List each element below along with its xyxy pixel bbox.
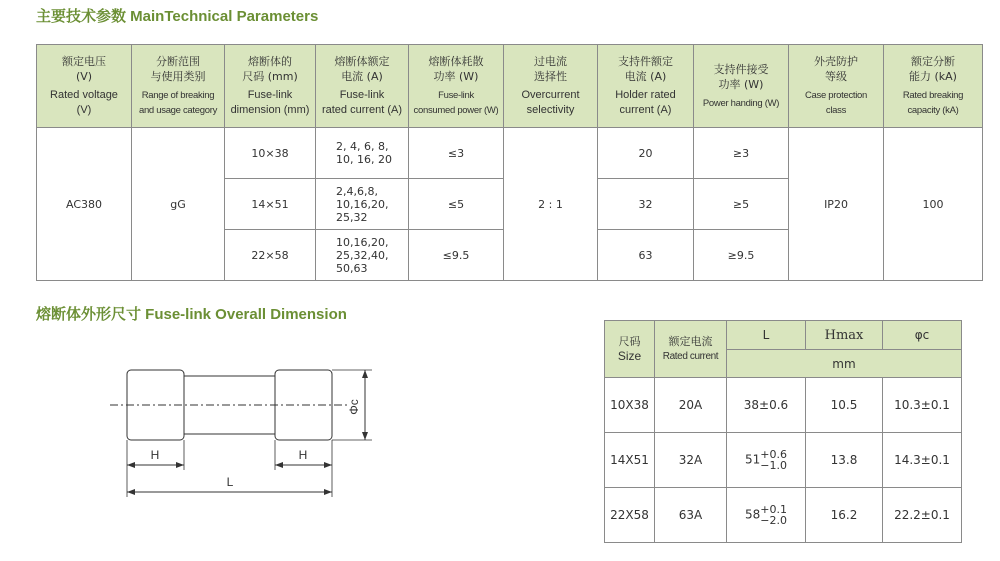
- header-cell: 额定电压 (V) Rated voltage (V): [37, 45, 132, 128]
- holder-current-cell: 32: [598, 179, 694, 230]
- hmax-cell: 16.2: [806, 488, 883, 543]
- phi-header-cell: φc: [883, 321, 962, 350]
- category-cell: gG: [132, 128, 225, 281]
- table-row: [605, 378, 962, 433]
- holder-power-cell: ≥3: [694, 128, 789, 179]
- arrow-head: [362, 370, 368, 378]
- power-cell: ≤5: [409, 179, 504, 230]
- header-cell: 熔断体额定 电流 (A) Fuse-link rated current (A): [316, 45, 409, 128]
- dim-header-row: [605, 321, 962, 350]
- l-cell: 38±0.6: [727, 378, 806, 433]
- header-cell: 额定分断 能力 (kA) Rated breaking capacity (kA): [884, 45, 983, 128]
- phi-cell: 22.2±0.1: [883, 488, 962, 543]
- size-cell: 10X38: [605, 378, 655, 433]
- l-tolerance: +0.1 −2.0: [760, 503, 787, 527]
- table-header-row: [37, 45, 983, 128]
- l-tolerance: +0.6 −1.0: [760, 448, 787, 472]
- holder-power-cell: ≥9.5: [694, 230, 789, 281]
- header-cell: 支持件接受 功率 (W) Power handing (W): [694, 45, 789, 128]
- arrow-head: [324, 462, 332, 468]
- protection-cell: IP20: [789, 128, 884, 281]
- arrow-head: [275, 462, 283, 468]
- phi-c-label: Φc: [347, 399, 361, 415]
- header-cell: 外壳防护 等级 Case protection class: [789, 45, 884, 128]
- arrow-head: [324, 489, 332, 495]
- l-cell: [727, 433, 806, 488]
- current-cell: 32A: [655, 433, 727, 488]
- fuse-link-drawing: [100, 355, 390, 505]
- arrow-head: [362, 432, 368, 440]
- l-cell: [727, 488, 806, 543]
- header-cell: 分断范围 与使用类别 Range of breaking and usage category: [132, 45, 225, 128]
- voltage-cell: AC380: [37, 128, 132, 281]
- header-cell: 熔断体的 尺码 (mm) Fuse-link dimension (mm): [225, 45, 316, 128]
- table-row: [37, 128, 983, 179]
- table-row: [605, 433, 962, 488]
- selectivity-cell: 2 : 1: [504, 128, 598, 281]
- h-left-label: H: [150, 448, 160, 462]
- h-right-label: H: [298, 448, 308, 462]
- arrow-head: [176, 462, 184, 468]
- holder-current-cell: 63: [598, 230, 694, 281]
- header-cell: 过电流 选择性 Overcurrent selectivity: [504, 45, 598, 128]
- dimension-cell: 14×51: [225, 179, 316, 230]
- power-cell: ≤3: [409, 128, 504, 179]
- main-parameters-title: 主要技术参数 MainTechnical Parameters: [36, 8, 319, 25]
- technical-parameters-table: [36, 44, 983, 281]
- power-cell: ≤9.5: [409, 230, 504, 281]
- size-cell: 14X51: [605, 433, 655, 488]
- current-header-cell: 额定电流 Rated current: [655, 321, 727, 378]
- dimension-cell: 10×38: [225, 128, 316, 179]
- dimension-cell: 22×58: [225, 230, 316, 281]
- hmax-cell: 13.8: [806, 433, 883, 488]
- table-row: [605, 488, 962, 543]
- hmax-header-cell: Hmax: [806, 321, 883, 350]
- breaking-capacity-cell: 100: [884, 128, 983, 281]
- dimension-table: [604, 320, 962, 543]
- hmax-cell: 10.5: [806, 378, 883, 433]
- current-cell: 2,4,6,8, 10,16,20, 25,32: [316, 179, 409, 230]
- l-header-cell: L: [727, 321, 806, 350]
- l-base-value: 58: [745, 507, 761, 522]
- current-cell: 63A: [655, 488, 727, 543]
- arrow-head: [127, 489, 135, 495]
- header-cell: 支持件额定 电流 (A) Holder rated current (A): [598, 45, 694, 128]
- l-base-value: 51: [745, 452, 761, 467]
- unit-cell: mm: [727, 350, 962, 378]
- arrow-head: [127, 462, 135, 468]
- holder-current-cell: 20: [598, 128, 694, 179]
- l-label: L: [226, 475, 234, 489]
- phi-cell: 14.3±0.1: [883, 433, 962, 488]
- current-cell: 2, 4, 6, 8, 10, 16, 20: [316, 128, 409, 179]
- holder-power-cell: ≥5: [694, 179, 789, 230]
- size-header-cell: 尺码 Size: [605, 321, 655, 378]
- size-cell: 22X58: [605, 488, 655, 543]
- phi-cell: 10.3±0.1: [883, 378, 962, 433]
- current-cell: 10,16,20, 25,32,40, 50,63: [316, 230, 409, 281]
- current-cell: 20A: [655, 378, 727, 433]
- header-cell: 熔断体耗散 功率 (W) Fuse-link consumed power (W): [409, 45, 504, 128]
- dimension-title: 熔断体外形尺寸 Fuse-link Overall Dimension: [36, 306, 347, 323]
